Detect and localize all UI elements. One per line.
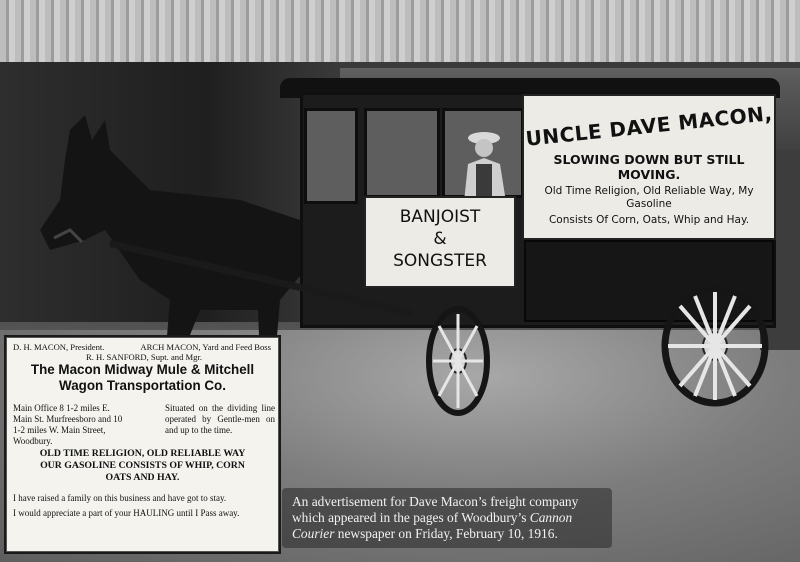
sign-line-2: Consists Of Corn, Oats, Whip and Hay. (548, 214, 750, 226)
ad-slogan-line-3: OATS AND HAY. (105, 472, 180, 483)
ad-slogan-line-1: OLD TIME RELIGION, OLD RELIABLE WAY (39, 448, 246, 459)
ad-situated: Situated on the dividing line operated by Gentle-men on and up to the time. (165, 403, 275, 435)
ad-superintendent: R. H. SANFORD, Supt. and Mgr. (85, 352, 203, 362)
wagon-main-sign (522, 94, 776, 240)
ad-closing-line-1: I have raised a family on this business and have got to stay. (13, 493, 227, 503)
wagon-front-window (304, 108, 358, 204)
side-sign-line-2: & (433, 229, 447, 249)
sign-title: UNCLE DAVE MACON, (524, 101, 774, 151)
caption-newspaper-name: Cannon Courier (292, 510, 573, 541)
ad-closing (13, 493, 275, 523)
mule-figure (30, 110, 320, 370)
ad-main-office: Main Office 8 1-2 miles E. Main St. Murfreesboro and 10 1-2 miles W. Main Street, Woodbury. (13, 403, 123, 446)
ad-closing-line-2: I would appreciate a part of your HAULING until I Pass away. (13, 508, 240, 518)
caption-text-1: An advertisement for Dave Macon’s freight company which appeared in the pages of Woodbury’s (292, 494, 579, 525)
wagon-side-window (364, 108, 440, 198)
ad-president: D. H. MACON, President. (13, 342, 105, 352)
driver-figure (452, 124, 512, 202)
ad-company-name (7, 362, 278, 394)
side-sign-line-1: BANJOIST (399, 207, 481, 227)
wagon-side-sign (364, 196, 516, 288)
ad-company-line-2: Wagon Transportation Co. (59, 378, 226, 393)
sign-line-1: Old Time Religion, Old Reliable Way, My Gasoline (544, 185, 754, 210)
ad-slogan-line-2: OUR GASOLINE CONSISTS OF WHIP, CORN (40, 460, 245, 471)
front-wheel (425, 306, 491, 416)
ad-slogan (7, 448, 278, 484)
ad-company-line-1: The Macon Midway Mule & Mitchell (30, 362, 255, 377)
ad-yard-boss: ARCH MACON, Yard and Feed Boss (140, 342, 271, 352)
caption-text-2: newspaper on Friday, February 10, 1916. (334, 526, 558, 541)
sign-subtitle: SLOWING DOWN BUT STILL MOVING. (553, 152, 745, 182)
photo-caption (282, 488, 612, 548)
rear-wheel (660, 284, 770, 408)
newspaper-advertisement (6, 337, 279, 552)
side-sign-line-3: SONGSTER (393, 251, 487, 271)
barn-roof (0, 0, 800, 68)
